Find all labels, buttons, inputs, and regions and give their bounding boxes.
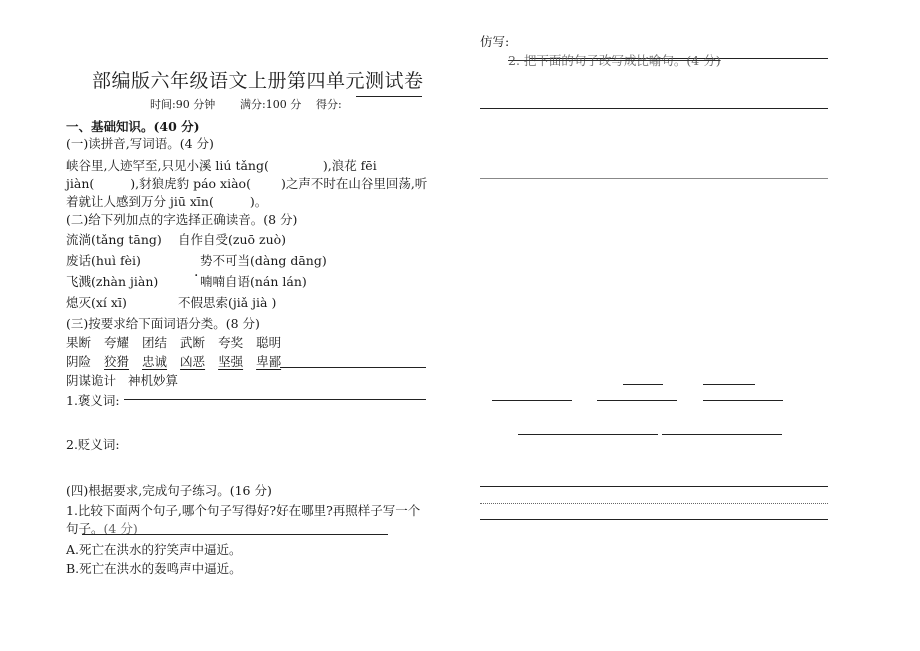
fill-line-7[interactable] [662, 434, 782, 435]
word: 夸耀 [104, 335, 130, 350]
q4-item1-rule [82, 534, 388, 535]
word-row-3 [66, 373, 178, 389]
score-blank[interactable] [356, 96, 422, 97]
word: 聪明 [256, 335, 282, 350]
q2-item-2[interactable]: 自作自受(zuō zuò) [178, 232, 287, 247]
option-a: A.死亡在洪水的狞笑声中逼近。 [66, 542, 242, 557]
word: 神机妙算 [128, 373, 179, 388]
positive-answer-line[interactable] [124, 399, 426, 400]
positive-label: 1.褒义词: [66, 393, 120, 408]
q2-heading: (二)给下列加点的字选择正确读音。(8 分) [66, 212, 298, 227]
exam-score-label: 得分: [316, 98, 342, 111]
word: 阴险 [66, 354, 92, 369]
word-row-1 [66, 335, 281, 351]
word: 忠诚 [142, 354, 168, 369]
page-title: 部编版六年级语文上册第四单元测试卷 [92, 70, 424, 92]
word: 卑鄙 [256, 354, 282, 369]
word: 团结 [142, 335, 168, 350]
word: 武断 [180, 335, 206, 350]
q1-line3 [66, 194, 267, 210]
imitate-label: 仿写: [480, 34, 510, 49]
q1-line1-text: 峡谷里,人迹罕至,只见小溪 liú tǎng( [66, 158, 269, 173]
answer-line-r5[interactable] [480, 519, 828, 520]
q1-line3-end: )。 [249, 194, 268, 209]
right-item-2: 2. 把下面的句子改写成比喻句。(4 分) [508, 53, 721, 68]
word-row-2 [66, 354, 281, 370]
word: 阴谋诡计 [66, 373, 117, 388]
q4-heading: (四)根据要求,完成句子练习。(16 分) [66, 483, 272, 498]
q1-line2 [66, 176, 427, 192]
q1-line2-text: jiàn( [66, 176, 95, 191]
option-b: B.死亡在洪水的轰鸣声中逼近。 [66, 561, 242, 576]
q2-item-5[interactable]: 飞溅(zhàn jiàn) [66, 274, 159, 289]
q2-item-4[interactable]: 势不可当(dàng dāng) [200, 253, 327, 268]
answer-line-r4[interactable] [480, 503, 828, 504]
q4-item1-score: (4 分) [103, 521, 138, 536]
q2-item-6[interactable]: · 喃喃自语(nán lán) [200, 274, 307, 290]
fill-line-6[interactable] [518, 434, 658, 435]
q1-line1 [66, 158, 377, 174]
q4-item1-text: 句子。 [66, 521, 104, 536]
negative-label: 2.贬义词: [66, 437, 120, 452]
q2-item-7[interactable]: 熄灭(xí xī) [66, 295, 127, 310]
fill-line-1[interactable] [623, 384, 663, 385]
fill-line-4[interactable] [597, 400, 677, 401]
word-row-2-rule [280, 367, 426, 368]
q2-item-3[interactable]: 废话(huì fèi) [66, 253, 141, 268]
answer-line-r2[interactable] [480, 178, 828, 179]
word: 夸奖 [218, 335, 244, 350]
word: 坚强 [218, 354, 244, 369]
q1-line2-end: )之声不时在山谷里回荡,听 [280, 176, 428, 191]
fill-line-5[interactable] [703, 400, 783, 401]
fill-line-3[interactable] [492, 400, 572, 401]
fill-line-2[interactable] [703, 384, 755, 385]
q1-heading: (一)读拼音,写词语。(4 分) [66, 136, 214, 151]
answer-line-r1[interactable] [480, 108, 828, 109]
word: 凶恶 [180, 354, 206, 369]
word: 果断 [66, 335, 92, 350]
q1-line2-mid: ),豺狼虎豹 páo xiào( [130, 176, 251, 191]
q1-line1-end: ),浪花 fēi [322, 158, 377, 173]
q2-item-1[interactable]: 流淌(tǎng tāng) [66, 232, 162, 247]
exam-time: 时间:90 分钟 [150, 98, 216, 111]
word: 狡猾 [104, 354, 130, 369]
exam-full-score: 满分:100 分 [240, 98, 302, 111]
section-heading-basics: 一、基础知识。(40 分) [66, 119, 200, 134]
q2-item-8[interactable]: 不假思索(jiǎ jià ) [178, 295, 277, 310]
answer-line-r3[interactable] [480, 486, 828, 487]
q3-heading: (三)按要求给下面词语分类。(8 分) [66, 316, 260, 331]
q4-item1-line1: 1.比较下面两个句子,哪个句子写得好?好在哪里?再照样子写一个 [66, 503, 421, 518]
q1-line3-text: 着就让人感到万分 jiū xīn( [66, 194, 214, 209]
